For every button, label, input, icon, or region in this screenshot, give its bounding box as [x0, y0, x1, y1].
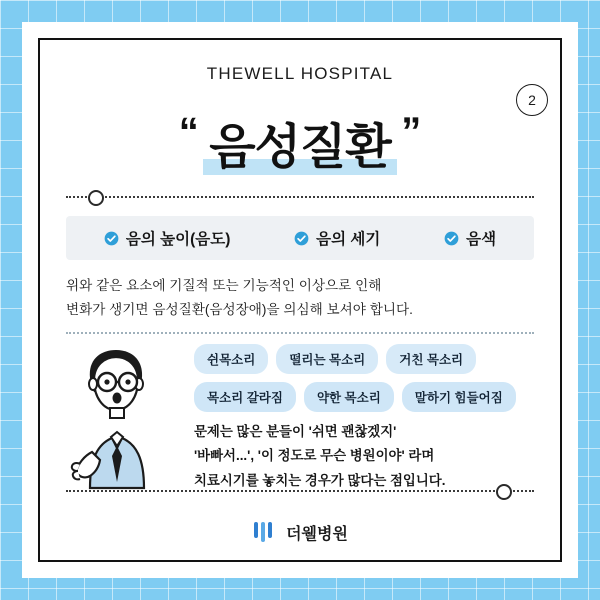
closing-message-line-2: '바빠서...', '이 정도로 무슨 병원이야' 라며	[194, 448, 435, 464]
thewell-logo-icon	[252, 520, 278, 544]
quote-open-mark: “	[178, 110, 199, 154]
symptom-tag: 약한 목소리	[304, 382, 394, 412]
feature-item-intensity	[294, 227, 380, 249]
divider-dots	[66, 196, 534, 198]
title-label: 음성질환	[209, 121, 391, 174]
closing-message-line-3: 치료시기를 놓치는 경우가 많다는 점입니다.	[194, 473, 446, 489]
symptom-tag: 목소리 갈라짐	[194, 382, 296, 412]
symptom-tag-list	[194, 344, 534, 412]
check-circle-icon	[444, 231, 459, 246]
page-number-label: 2	[528, 92, 536, 108]
divider-thin	[66, 332, 534, 334]
description-paragraph	[66, 274, 534, 322]
feature-bar	[66, 216, 534, 260]
title-text-block	[203, 108, 396, 177]
doctor-illustration-icon	[60, 340, 196, 490]
symptom-tag-row-1	[194, 344, 534, 374]
symptom-tag-row-2	[194, 382, 534, 412]
feature-label-pitch: 음의 높이(음도)	[125, 231, 231, 248]
check-circle-icon	[104, 231, 119, 246]
poster-card	[22, 22, 578, 578]
footer-logo	[40, 520, 560, 544]
symptom-tag: 말하기 힘들어짐	[402, 382, 516, 412]
feature-item-pitch	[104, 227, 230, 249]
divider-knob-left	[88, 190, 104, 206]
description-line-1: 위와 같은 요소에 기질적 또는 기능적인 이상으로 인해	[66, 278, 382, 293]
poster-inner-frame	[38, 38, 562, 562]
closing-message-line-1: 문제는 많은 분들이 '쉬면 괜찮겠지'	[194, 423, 397, 439]
feature-label-timbre: 음색	[466, 231, 497, 248]
symptom-tag: 떨리는 목소리	[276, 344, 378, 374]
hospital-name: THEWELL HOSPITAL	[206, 64, 394, 83]
footer-logo-text: 더웰병원	[286, 525, 348, 543]
feature-item-timbre	[444, 227, 496, 249]
feature-label-intensity: 음의 세기	[316, 231, 381, 248]
description-line-2: 변화가 생기면 음성질환(음성장애)을 의심해 보셔야 합니다.	[66, 301, 413, 317]
closing-message	[194, 420, 534, 494]
quote-close-mark: ”	[401, 110, 422, 154]
divider-top	[66, 188, 534, 204]
page-title	[66, 108, 534, 174]
divider-bottom	[66, 484, 534, 498]
divider-knob-right	[496, 484, 512, 500]
check-circle-icon	[294, 231, 309, 246]
symptom-tag: 쉰목소리	[194, 344, 268, 374]
symptoms-section	[66, 344, 534, 494]
divider-dots	[66, 490, 534, 492]
symptom-tag: 거친 목소리	[386, 344, 476, 374]
